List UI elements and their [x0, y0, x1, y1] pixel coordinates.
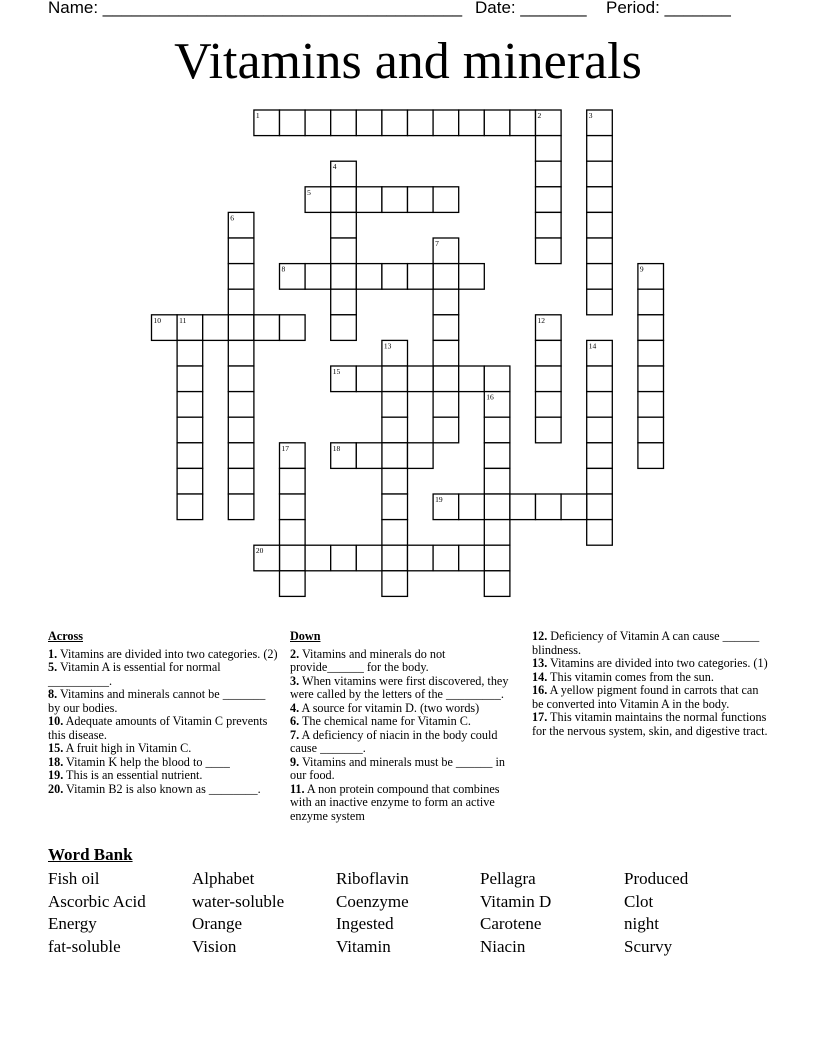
- grid-cell[interactable]: [587, 392, 613, 418]
- grid-cell[interactable]: [536, 212, 562, 238]
- clue-across-15: [48, 742, 280, 756]
- grid-cell[interactable]: [587, 161, 613, 187]
- grid-cell[interactable]: [254, 110, 280, 136]
- grid-cell[interactable]: [280, 315, 306, 341]
- grid-cell[interactable]: [484, 545, 510, 571]
- grid-cell[interactable]: [331, 212, 357, 238]
- grid-cell[interactable]: [305, 110, 331, 136]
- clue-number: 1.: [48, 646, 58, 661]
- grid-cell[interactable]: [203, 315, 229, 341]
- clue-number: 14.: [532, 669, 548, 684]
- clue-text: A source for vitamin D. (two words): [299, 700, 480, 715]
- grid-cell[interactable]: [331, 366, 357, 392]
- grid-cell[interactable]: [254, 545, 280, 571]
- grid-cell[interactable]: [356, 443, 382, 469]
- grid-cell[interactable]: [536, 110, 562, 136]
- word-bank-item: Produced: [624, 869, 689, 888]
- clue-text: Vitamin K help the blood to ____: [63, 754, 230, 769]
- word-bank-item: Coenzyme: [336, 891, 409, 911]
- grid-cell[interactable]: [561, 494, 587, 520]
- clue-number: 15.: [48, 741, 64, 755]
- grid-cell[interactable]: [228, 417, 254, 443]
- clue-text: Vitamins are divided into two categories. (2): [57, 646, 278, 661]
- clue-across-5: [48, 661, 280, 688]
- word-bank-item: Scurvy: [624, 936, 673, 956]
- grid-cell[interactable]: [331, 545, 357, 571]
- grid-cell[interactable]: [638, 443, 664, 469]
- clue-across-8: [48, 688, 280, 715]
- grid-cell-number: 17: [281, 443, 289, 453]
- grid-cell-number: 6: [230, 213, 235, 223]
- clue-across-18: [48, 756, 280, 770]
- grid-cell[interactable]: [331, 187, 357, 213]
- grid-cell-number: 10: [153, 315, 161, 325]
- grid-cell[interactable]: [228, 340, 254, 366]
- clue-down-7: [290, 729, 522, 756]
- grid-cell[interactable]: [484, 417, 510, 443]
- grid-cell[interactable]: [484, 494, 510, 520]
- clue-down-11: [290, 783, 522, 824]
- grid-cell[interactable]: [484, 520, 510, 546]
- clue-number: 6.: [290, 714, 300, 728]
- grid-cell[interactable]: [331, 443, 357, 469]
- clue-text: The chemical name for Vitamin C.: [299, 714, 471, 728]
- grid-cell[interactable]: [356, 545, 382, 571]
- grid-cell-number: 3: [588, 111, 593, 120]
- word-bank-item: night: [624, 914, 659, 934]
- grid-cell[interactable]: [228, 366, 254, 392]
- across-heading: Across: [48, 629, 83, 643]
- grid-cell[interactable]: [459, 366, 485, 392]
- grid-cell[interactable]: [280, 571, 306, 597]
- grid-cell[interactable]: [331, 161, 357, 187]
- word-bank-item: Energy: [48, 914, 97, 934]
- grid-cell[interactable]: [280, 264, 306, 290]
- grid-cell[interactable]: [177, 392, 203, 418]
- grid-cell[interactable]: [331, 238, 357, 264]
- grid-cell-number: 16: [486, 392, 494, 402]
- clue-down-14: [532, 671, 768, 685]
- grid-cell[interactable]: [280, 520, 306, 546]
- grid-cell[interactable]: [587, 468, 613, 494]
- grid-cell[interactable]: [331, 289, 357, 315]
- grid-cell[interactable]: [228, 289, 254, 315]
- grid-cell[interactable]: [638, 366, 664, 392]
- clue-text: A yellow pigment found in carrots that can be converted into Vitamin A in the body.: [532, 683, 759, 711]
- grid-cell[interactable]: [536, 187, 562, 213]
- grid-cell[interactable]: [228, 392, 254, 418]
- grid-cell-number: 1: [255, 111, 260, 120]
- clue-down-13: [532, 657, 768, 671]
- grid-cell[interactable]: [433, 545, 459, 571]
- grid-cell[interactable]: [382, 443, 408, 469]
- grid-cell[interactable]: [356, 110, 382, 136]
- down-clues-column-2: [532, 630, 768, 738]
- grid-cell[interactable]: [433, 110, 459, 136]
- grid-cell[interactable]: [433, 187, 459, 213]
- grid-cell-number: 11: [179, 315, 187, 325]
- word-bank-item: Carotene: [480, 914, 542, 934]
- clue-text: Vitamins and minerals do not provide______ for the body.: [290, 646, 446, 674]
- grid-cell[interactable]: [228, 212, 254, 238]
- grid-cell[interactable]: [484, 366, 510, 392]
- grid-cell[interactable]: [459, 494, 485, 520]
- grid-cell[interactable]: [433, 366, 459, 392]
- grid-cell[interactable]: [433, 392, 459, 418]
- word-bank-item: fat-soluble: [48, 936, 121, 956]
- grid-cell[interactable]: [536, 315, 562, 341]
- grid-cell[interactable]: [382, 340, 408, 366]
- word-bank-item: Vitamin D: [480, 891, 552, 911]
- grid-cell[interactable]: [177, 494, 203, 520]
- grid-cell[interactable]: [382, 187, 408, 213]
- clue-text: Vitamins and minerals must be ______ in our food.: [290, 754, 506, 782]
- grid-cell[interactable]: [254, 315, 280, 341]
- clue-number: 11.: [290, 781, 305, 796]
- clue-text: A deficiency of niacin in the body could cause _______.: [290, 727, 498, 755]
- clue-text: Adequate amounts of Vitamin C prevents this disease.: [48, 714, 268, 742]
- grid-cell[interactable]: [408, 110, 434, 136]
- grid-cell[interactable]: [587, 187, 613, 213]
- clue-down-9: [290, 756, 522, 783]
- word-bank-item: Vitamin: [336, 936, 391, 956]
- grid-cell[interactable]: [587, 520, 613, 546]
- clue-number: 9.: [290, 754, 300, 769]
- grid-cell[interactable]: [331, 264, 357, 290]
- clue-down-3: [290, 675, 522, 702]
- grid-cell[interactable]: [459, 264, 485, 290]
- grid-cell-number: 12: [537, 315, 545, 325]
- clue-text: This is an essential nutrient.: [63, 768, 203, 782]
- clue-across-10: [48, 715, 280, 742]
- grid-cell[interactable]: [280, 443, 306, 469]
- grid-cell[interactable]: [280, 494, 306, 520]
- grid-cell[interactable]: [382, 392, 408, 418]
- grid-cell[interactable]: [587, 110, 613, 136]
- grid-cell[interactable]: [484, 571, 510, 597]
- grid-cell[interactable]: [382, 520, 408, 546]
- clue-text: A non protein compound that combines with an inactive enzyme to form an active enzyme system: [290, 781, 500, 823]
- grid-cell[interactable]: [433, 417, 459, 443]
- grid-cell-number: 14: [588, 341, 597, 351]
- grid-cell[interactable]: [177, 443, 203, 469]
- grid-cell[interactable]: [382, 545, 408, 571]
- grid-cell[interactable]: [305, 264, 331, 290]
- word-bank-heading: Word Bank: [48, 845, 133, 864]
- grid-cell[interactable]: [382, 110, 408, 136]
- grid-cell[interactable]: [382, 468, 408, 494]
- word-bank-item: Alphabet: [192, 869, 255, 888]
- grid-cell-number: 7: [435, 239, 439, 248]
- grid-cell[interactable]: [484, 110, 510, 136]
- grid-cell[interactable]: [408, 545, 434, 571]
- clue-number: 20.: [48, 781, 64, 796]
- clue-number: 10.: [48, 714, 64, 728]
- grid-cell[interactable]: [177, 366, 203, 392]
- clue-number: 13.: [532, 656, 548, 670]
- grid-cell[interactable]: [177, 417, 203, 443]
- grid-cell[interactable]: [459, 110, 485, 136]
- clue-number: 7.: [290, 727, 300, 742]
- grid-cell[interactable]: [638, 264, 664, 290]
- clue-text: This vitamin maintains the normal functions for the nervous system, skin, and digestive tract.: [532, 710, 768, 738]
- word-bank-item: Clot: [624, 891, 654, 911]
- grid-cell[interactable]: [433, 494, 459, 520]
- clue-across-1: [48, 648, 280, 662]
- clue-across-20: [48, 783, 280, 797]
- grid-cell[interactable]: [356, 187, 382, 213]
- grid-cell[interactable]: [408, 366, 434, 392]
- clue-down-16: [532, 684, 768, 711]
- grid-cell[interactable]: [433, 238, 459, 264]
- grid-cell[interactable]: [382, 417, 408, 443]
- grid-cell-number: 19: [435, 495, 443, 504]
- grid-cell-number: 18: [332, 443, 341, 453]
- clue-number: 5.: [48, 660, 58, 674]
- grid-cell-number: 8: [281, 264, 286, 274]
- grid-cell[interactable]: [536, 417, 562, 443]
- grid-cell[interactable]: [536, 494, 562, 520]
- word-bank-item: Ingested: [336, 914, 394, 934]
- grid-cell[interactable]: [536, 366, 562, 392]
- grid-cell[interactable]: [280, 110, 306, 136]
- grid-cell-number: 9: [639, 264, 644, 274]
- grid-cell[interactable]: [331, 110, 357, 136]
- across-clues: [48, 630, 280, 796]
- clue-down-17: [532, 711, 768, 738]
- word-bank-item: Orange: [192, 914, 243, 934]
- grid-cell[interactable]: [536, 238, 562, 264]
- grid-cell[interactable]: [484, 443, 510, 469]
- clue-text: When vitamins were first discovered, they were called by the letters of the _________.: [290, 673, 509, 701]
- grid-cell[interactable]: [638, 340, 664, 366]
- grid-cell[interactable]: [459, 545, 485, 571]
- clue-text: Vitamins and minerals cannot be _______ by our bodies.: [48, 687, 266, 715]
- word-bank-item: Vision: [192, 936, 237, 956]
- grid-cell[interactable]: [177, 468, 203, 494]
- grid-cell[interactable]: [280, 468, 306, 494]
- grid-cell[interactable]: [152, 315, 178, 341]
- clue-number: 3.: [290, 673, 300, 688]
- grid-cell[interactable]: [433, 289, 459, 315]
- clue-number: 4.: [290, 700, 300, 715]
- grid-cell[interactable]: [587, 238, 613, 264]
- grid-cell[interactable]: [433, 315, 459, 341]
- clue-text: This vitamin comes from the sun.: [547, 669, 714, 684]
- grid-cell[interactable]: [228, 238, 254, 264]
- grid-cell[interactable]: [638, 392, 664, 418]
- grid-cell[interactable]: [484, 392, 510, 418]
- grid-cell[interactable]: [228, 264, 254, 290]
- grid-cell[interactable]: [536, 136, 562, 162]
- down-clues-column-1: [290, 630, 522, 823]
- word-bank-item: Riboflavin: [336, 869, 409, 888]
- grid-cell[interactable]: [587, 366, 613, 392]
- clue-down-12: [532, 630, 768, 657]
- grid-cell[interactable]: [228, 494, 254, 520]
- clue-text: A fruit high in Vitamin C.: [63, 741, 192, 755]
- grid-cell[interactable]: [587, 212, 613, 238]
- grid-cell-number: 20: [255, 546, 264, 556]
- grid-cell[interactable]: [536, 161, 562, 187]
- grid-cell[interactable]: [408, 187, 434, 213]
- grid-cell[interactable]: [228, 468, 254, 494]
- clue-number: 19.: [48, 768, 64, 782]
- grid-cell[interactable]: [280, 545, 306, 571]
- grid-cell[interactable]: [177, 315, 203, 341]
- clue-text: Vitamins are divided into two categories. (1): [547, 656, 768, 670]
- grid-cell[interactable]: [587, 443, 613, 469]
- grid-cell[interactable]: [177, 340, 203, 366]
- clue-down-6: [290, 715, 522, 729]
- clue-number: 2.: [290, 646, 300, 661]
- clue-number: 18.: [48, 754, 64, 769]
- clue-text: Vitamin B2 is also known as ________.: [63, 781, 261, 796]
- grid-cell[interactable]: [408, 443, 434, 469]
- grid-cell[interactable]: [587, 494, 613, 520]
- word-bank-item: water-soluble: [192, 891, 285, 911]
- clue-text: Vitamin A is essential for normal __________.: [48, 660, 221, 688]
- down-heading: Down: [290, 629, 321, 643]
- grid-cell[interactable]: [382, 571, 408, 597]
- grid-cell[interactable]: [305, 187, 331, 213]
- grid-cell-number: 5: [307, 187, 311, 197]
- grid-cell[interactable]: [228, 443, 254, 469]
- word-bank-item: Fish oil: [48, 869, 100, 888]
- word-bank-item: Pellagra: [480, 869, 536, 888]
- grid-cell[interactable]: [382, 264, 408, 290]
- grid-cell[interactable]: [228, 315, 254, 341]
- grid-cell[interactable]: [305, 545, 331, 571]
- clue-down-2: [290, 648, 522, 675]
- grid-cell[interactable]: [382, 494, 408, 520]
- grid-cell[interactable]: [356, 366, 382, 392]
- clue-number: 17.: [532, 710, 548, 724]
- grid-cell-number: 13: [383, 341, 392, 351]
- clue-number: 16.: [532, 683, 548, 697]
- grid-cell[interactable]: [536, 340, 562, 366]
- grid-cell[interactable]: [587, 136, 613, 162]
- period-field[interactable]: Period: _______: [606, 0, 731, 17]
- grid-cell[interactable]: [536, 392, 562, 418]
- grid-cell[interactable]: [638, 417, 664, 443]
- clue-down-4: [290, 702, 522, 716]
- grid-cell[interactable]: [510, 110, 536, 136]
- grid-cell[interactable]: [587, 417, 613, 443]
- grid-cell[interactable]: [382, 366, 408, 392]
- grid-cell[interactable]: [433, 264, 459, 290]
- student-info-line: [48, 0, 768, 20]
- clue-number: 12.: [532, 629, 548, 643]
- grid-cell[interactable]: [587, 289, 613, 315]
- clue-across-19: [48, 769, 280, 783]
- word-bank-item: Ascorbic Acid: [48, 891, 146, 911]
- grid-cell[interactable]: [408, 264, 434, 290]
- grid-cell[interactable]: [331, 315, 357, 341]
- grid-cell[interactable]: [433, 340, 459, 366]
- clue-text: Deficiency of Vitamin A can cause ______ blindness.: [532, 629, 760, 657]
- date-field[interactable]: Date: _______: [475, 0, 587, 17]
- grid-cell[interactable]: [510, 494, 536, 520]
- grid-cell[interactable]: [638, 289, 664, 315]
- word-bank-item: Niacin: [480, 936, 526, 956]
- grid-cell-number: 4: [332, 162, 337, 172]
- name-field[interactable]: Name: ______________________________________: [48, 0, 463, 17]
- grid-cell[interactable]: [484, 468, 510, 494]
- grid-cell[interactable]: [587, 340, 613, 366]
- grid-cell-number: 2: [537, 111, 542, 120]
- clue-number: 8.: [48, 687, 58, 701]
- page-title: Vitamins and minerals: [174, 33, 642, 90]
- grid-cell[interactable]: [587, 264, 613, 290]
- grid-cell[interactable]: [638, 315, 664, 341]
- grid-cell-number: 15: [332, 367, 341, 376]
- grid-cell[interactable]: [356, 264, 382, 290]
